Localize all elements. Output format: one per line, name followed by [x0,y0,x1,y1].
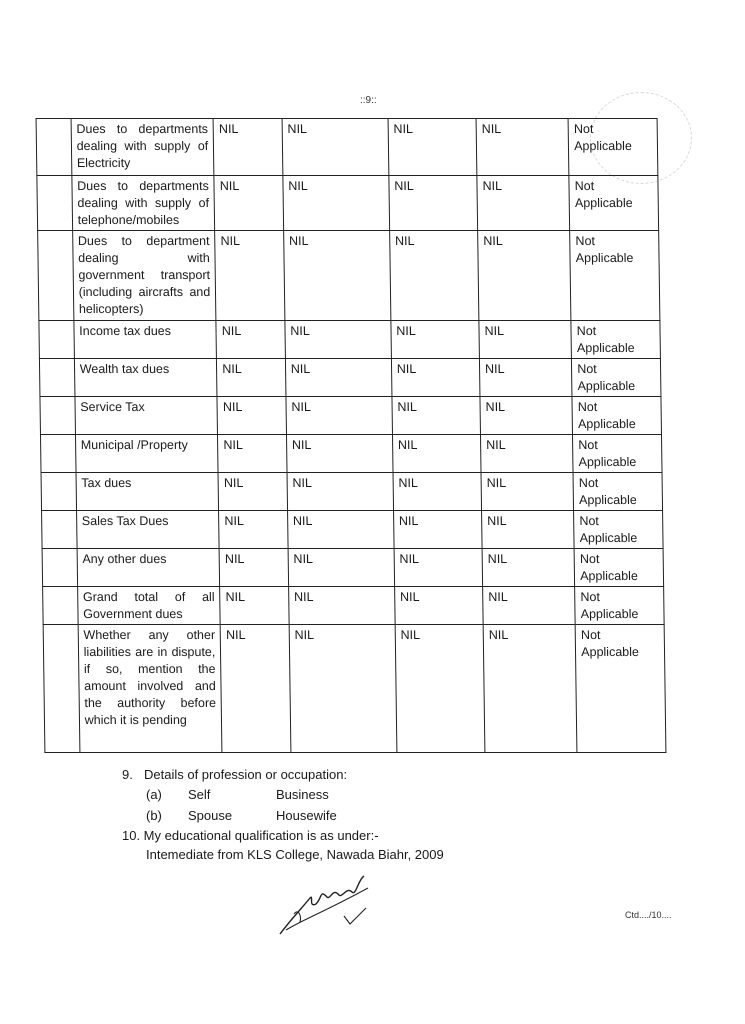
value-cell: NIL [392,397,481,435]
value-cell: NIL [283,231,390,321]
spouse-who: Spouse [188,808,233,823]
applicability-cell: Not Applicable [572,359,661,397]
dues-table-body [36,119,666,753]
profession-number: 9. [122,767,133,782]
value-cell: NIL [483,587,576,625]
value-cell: NIL [288,549,395,587]
spouse-value: Housewife [276,808,337,823]
row-index-cell [42,549,77,587]
value-cell: NIL [219,511,288,549]
value-cell: NIL [478,231,571,321]
profession-heading [122,765,347,785]
table-row [39,321,661,359]
table-row [37,176,659,231]
applicability-cell: Not Applicable [571,321,660,359]
table-row [40,435,662,473]
row-index-cell [37,176,72,231]
row-index-cell [39,321,74,359]
value-cell: NIL [287,473,394,511]
self-who: Self [188,787,211,802]
value-cell: NIL [481,473,574,511]
table-row [41,473,663,511]
value-cell: NIL [287,511,394,549]
value-cell: NIL [479,359,572,397]
applicability-cell: Not Applicable [573,435,662,473]
value-cell: NIL [479,321,572,359]
table-row [36,119,658,176]
government-dues-table [36,118,667,753]
applicability-cell: Not Applicable [574,549,663,587]
table-row [40,397,662,435]
dues-item-cell: Grand total of all Government dues [77,587,220,625]
applicability-cell: Not Applicable [574,511,663,549]
applicability-cell: Not Applicable [575,625,666,753]
value-cell: NIL [483,625,577,753]
self-label: (a) [146,787,162,802]
applicability-cell: Not Applicable [570,231,660,321]
dues-item-cell: Any other dues [77,549,220,587]
page-number: ::9:: [360,95,377,106]
value-cell: NIL [220,587,289,625]
value-cell: NIL [213,119,282,176]
value-cell: NIL [392,435,481,473]
value-cell: NIL [282,119,389,176]
table-row [39,359,661,397]
value-cell: NIL [394,587,483,625]
table-row [43,587,665,625]
education-detail: Intemediate from KLS College, Nawada Biahr, 2009 [146,847,444,862]
row-index-cell [36,119,71,176]
value-cell: NIL [394,549,483,587]
dues-item-cell: Service Tax [75,397,218,435]
row-index-cell [40,435,75,473]
value-cell: NIL [217,359,286,397]
value-cell: NIL [283,176,390,231]
row-index-cell [41,473,76,511]
spouse-label: (b) [146,808,162,823]
row-index-cell [43,625,79,753]
value-cell: NIL [214,176,283,231]
dues-item-cell: Dues to department dealing with government transport (including aircrafts and helicopters) [72,231,216,321]
value-cell: NIL [391,321,480,359]
value-cell: NIL [388,119,477,176]
value-cell: NIL [395,625,485,753]
continued-marker: Ctd..../10.... [625,910,672,920]
value-cell: NIL [286,435,393,473]
value-cell: NIL [391,359,480,397]
education-heading: 10. My educational qualification is as under:- [122,828,379,843]
value-cell: NIL [285,359,392,397]
dues-item-cell: Whether any other liabilities are in dispute, if so, mention the amount involved and the authority before which it is pending [78,625,222,753]
value-cell: NIL [286,397,393,435]
applicability-cell: Not Applicable [573,473,662,511]
dues-item-cell: Dues to departments dealing with supply of Electricity [71,119,214,176]
dues-item-cell: Municipal /Property [75,435,218,473]
value-cell: NIL [393,473,482,511]
applicability-cell: Not Applicable [568,119,658,176]
value-cell: NIL [215,231,285,321]
value-cell: NIL [218,435,287,473]
value-cell: NIL [216,321,285,359]
row-index-cell [39,359,74,397]
value-cell: NIL [288,587,395,625]
value-cell: NIL [218,473,287,511]
table-row [42,549,664,587]
row-index-cell [40,397,75,435]
value-cell: NIL [482,511,575,549]
value-cell: NIL [220,625,290,753]
value-cell: NIL [393,511,482,549]
value-cell: NIL [219,549,288,587]
row-index-cell [42,511,77,549]
row-index-cell [38,231,74,321]
handwritten-signature [272,868,382,940]
value-cell: NIL [477,176,570,231]
applicability-cell: Not Applicable [572,397,661,435]
row-index-cell [43,587,78,625]
value-cell: NIL [482,549,575,587]
applicability-cell: Not Applicable [569,176,659,231]
table-row [43,625,666,753]
applicability-cell: Not Applicable [575,587,664,625]
value-cell: NIL [389,176,478,231]
profession-heading-text: Details of profession or occupation: [144,767,348,782]
dues-item-cell: Tax dues [76,473,219,511]
value-cell: NIL [480,397,573,435]
value-cell: NIL [389,231,478,321]
table-row [38,231,660,321]
value-cell: NIL [481,435,574,473]
value-cell: NIL [285,321,392,359]
dues-item-cell: Income tax dues [74,321,217,359]
table-row [42,511,664,549]
self-value: Business [276,787,329,802]
value-cell: NIL [217,397,286,435]
dues-item-cell: Wealth tax dues [74,359,217,397]
value-cell: NIL [289,625,397,753]
value-cell: NIL [476,119,569,176]
dues-item-cell: Dues to departments dealing with supply of telephone/mobiles [72,176,215,231]
dues-item-cell: Sales Tax Dues [76,511,219,549]
